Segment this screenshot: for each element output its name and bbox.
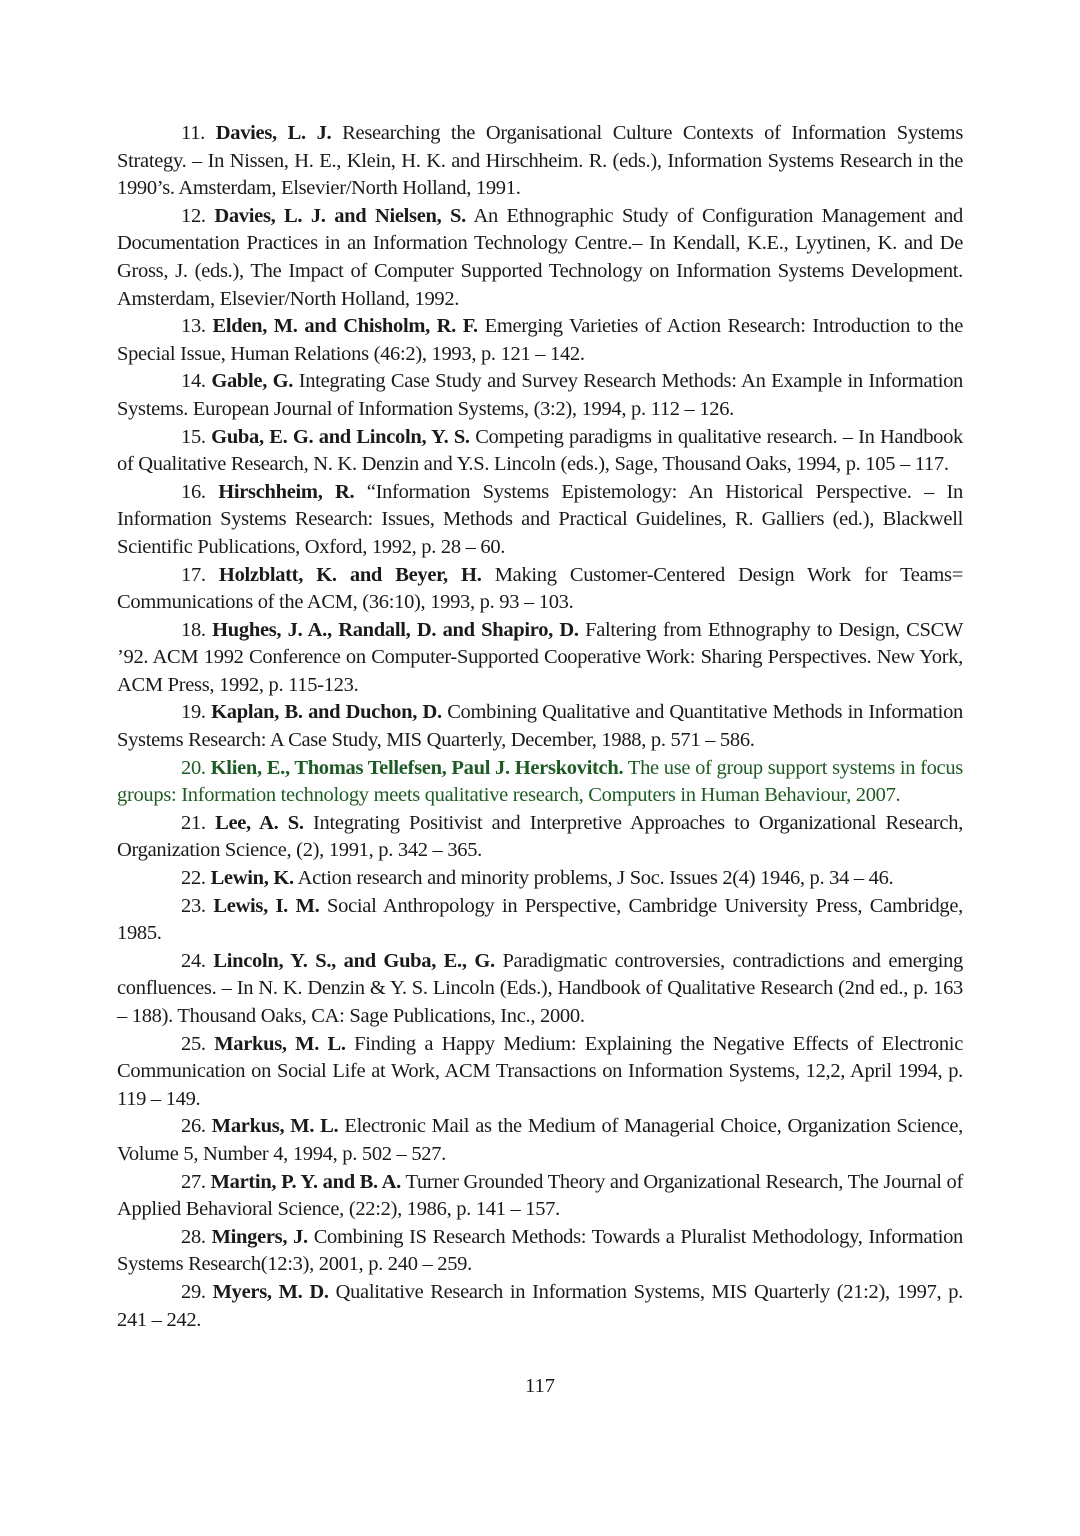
reference-number: 24. [181,949,206,972]
reference-author: Holzblatt, K. and Beyer, H. [218,563,482,586]
reference-item [117,562,963,617]
reference-text: “Information Systems Epistemology: An Historical Perspective. – In Information Systems Research: Issues, Methods and Practical Guidelines, R. Galliers (ed.), Blackwell Scientific Publications, Oxford, 1992, p. 28 – 60. [117,480,963,558]
reference-number: 23. [181,894,206,917]
reference-text: Social Anthropology in Perspective, Cambridge University Press, Cambridge, 1985. [117,894,964,945]
reference-number: 19. [181,701,206,724]
reference-author: Davies, L. J. and Nielsen, S. [214,204,466,227]
reference-author: Davies, L. J. [215,122,332,144]
reference-item [117,810,963,865]
reference-item [117,203,963,313]
reference-author: Elden, M. and Chisholm, R. F. [212,315,478,338]
reference-number: 27. [181,1170,206,1193]
reference-list [117,120,963,1334]
reference-item-highlighted [117,755,963,810]
reference-text: An Ethnographic Study of Configuration Management and Documentation Practices in an Information Technology Centre.– In Kendall, K.E., Lyytinen, K. and De Gross, J. (eds.), The Impact of Computer Supported Technology on Information Systems Development. Amsterdam, Elsevier/North Holland, 1992. [117,204,963,310]
reference-text: Integrating Positivist and Interpretive Approaches to Organizational Research, Organization Science, (2), 1991, p. 342 – 365. [117,811,963,862]
reference-item [117,120,963,203]
reference-item [117,1169,963,1224]
reference-number: 29. [181,1280,206,1303]
reference-number: 25. [181,1032,206,1055]
reference-number: 14. [181,370,206,393]
reference-text: Turner Grounded Theory and Organizational Research, The Journal of Applied Behavioral Science, (22:2), 1986, p. 141 – 157. [117,1170,963,1221]
reference-number: 28. [181,1225,206,1248]
reference-text: Emerging Varieties of Action Research: Introduction to the Special Issue, Human Relations (46:2), 1993, p. 121 – 142. [117,315,964,365]
reference-item [117,893,963,948]
reference-author: Myers, M. D. [212,1280,329,1303]
reference-number: 15. [181,425,206,448]
reference-text: Researching the Organisational Culture Contexts of Information Systems Strategy. – In Nissen, H. E., Klein, H. K. and Hirschheim. R. (eds.), Information Systems Research in the 1990’s. Amsterdam, Elsevier/North Holland, 1991. [117,122,964,200]
reference-item [117,479,963,562]
reference-number: 17. [181,563,206,586]
reference-item [117,1113,963,1168]
reference-author: Hughes, J. A., Randall, D. and Shapiro, D. [212,618,579,641]
reference-text: Competing paradigms in qualitative research. – In Handbook of Qualitative Research, N. K. Denzin and Y.S. Lincoln (eds.), Sage, Thousand Oaks, 1994, p. 105 – 117. [117,425,963,476]
reference-item [117,424,963,479]
reference-item [117,1031,963,1114]
reference-text: Combining Qualitative and Quantitative Methods in Information Systems Research: A Case Study, MIS Quarterly, December, 1988, p. 571 – 586. [117,701,963,752]
reference-text: Combining IS Research Methods: Towards a Pluralist Methodology, Information Systems Research(12:3), 2001, p. 240 – 259. [117,1225,964,1276]
reference-author: Hirschheim, R. [218,480,355,503]
reference-item [117,368,963,423]
reference-author: Gable, G. [211,370,294,393]
reference-author: Kaplan, B. and Duchon, D. [211,701,442,724]
reference-text: Paradigmatic controversies, contradictions and emerging confluences. – In N. K. Denzin & Y. S. Lincoln (Eds.), Handbook of Qualitative Research (2nd ed., p. 163 – 188). Thousand Oaks, CA: Sage Publications, Inc., 2000. [117,949,964,1027]
reference-text: Qualitative Research in Information Systems, MIS Quarterly (21:2), 1997, p. 241 – 242. [117,1280,964,1331]
reference-item [117,1279,963,1334]
reference-author: Lee, A. S. [215,811,304,834]
reference-text: Finding a Happy Medium: Explaining the Negative Effects of Electronic Communication on Social Life at Work, ACM Transactions on Information Systems, 12,2, April 1994, p. 119 – 149. [117,1032,963,1110]
reference-number: 18. [181,618,206,641]
reference-number: 13. [181,315,206,338]
reference-text: The use of group support systems in focus groups: Information technology meets qualitative research, Computers in Human Behaviour, 2007. [117,756,963,807]
reference-number: 20. [181,756,206,779]
reference-item [117,1224,963,1279]
reference-author: Mingers, J. [211,1225,308,1248]
reference-item [117,617,963,700]
reference-author: Markus, M. L. [211,1115,339,1138]
page-number: 117 [525,1375,555,1397]
reference-author: Guba, E. G. and Lincoln, Y. S. [211,425,470,448]
reference-author: Martin, P. Y. and B. A. [210,1170,401,1193]
reference-author: Markus, M. L. [214,1032,346,1055]
reference-number: 16. [181,480,206,503]
reference-item [117,699,963,754]
reference-author: Lewin, K. [210,867,294,890]
reference-text: Faltering from Ethnography to Design, CSCW ’92. ACM 1992 Conference on Computer-Supported Cooperative Work: Sharing Perspectives. New York, ACM Press, 1992, p. 115-123. [117,618,964,696]
reference-number: 26. [181,1115,206,1138]
reference-item [117,948,963,1031]
reference-text: Electronic Mail as the Medium of Managerial Choice, Organization Science, Volume 5, Number 4, 1994, p. 502 – 527. [117,1115,964,1165]
reference-number: 21. [181,811,206,834]
reference-text: Integrating Case Study and Survey Research Methods: An Example in Information Systems. European Journal of Information Systems, (3:2), 1994, p. 112 – 126. [117,370,963,420]
reference-item [117,865,963,893]
reference-text: Action research and minority problems, J Soc. Issues 2(4) 1946, p. 34 – 46. [297,867,894,890]
reference-number: 12. [181,204,206,227]
reference-item [117,313,963,368]
reference-author: Lincoln, Y. S., and Guba, E., G. [213,949,495,972]
reference-number: 11. [181,122,205,144]
reference-number: 22. [181,867,206,890]
reference-author: Lewis, I. M. [213,894,320,917]
reference-text: Making Customer-Centered Design Work for Teams= Communications of the ACM, (36:10), 1993, p. 93 – 103. [117,563,963,614]
reference-author: Klien, E., Thomas Tellefsen, Paul J. Herskovitch. [210,756,624,779]
